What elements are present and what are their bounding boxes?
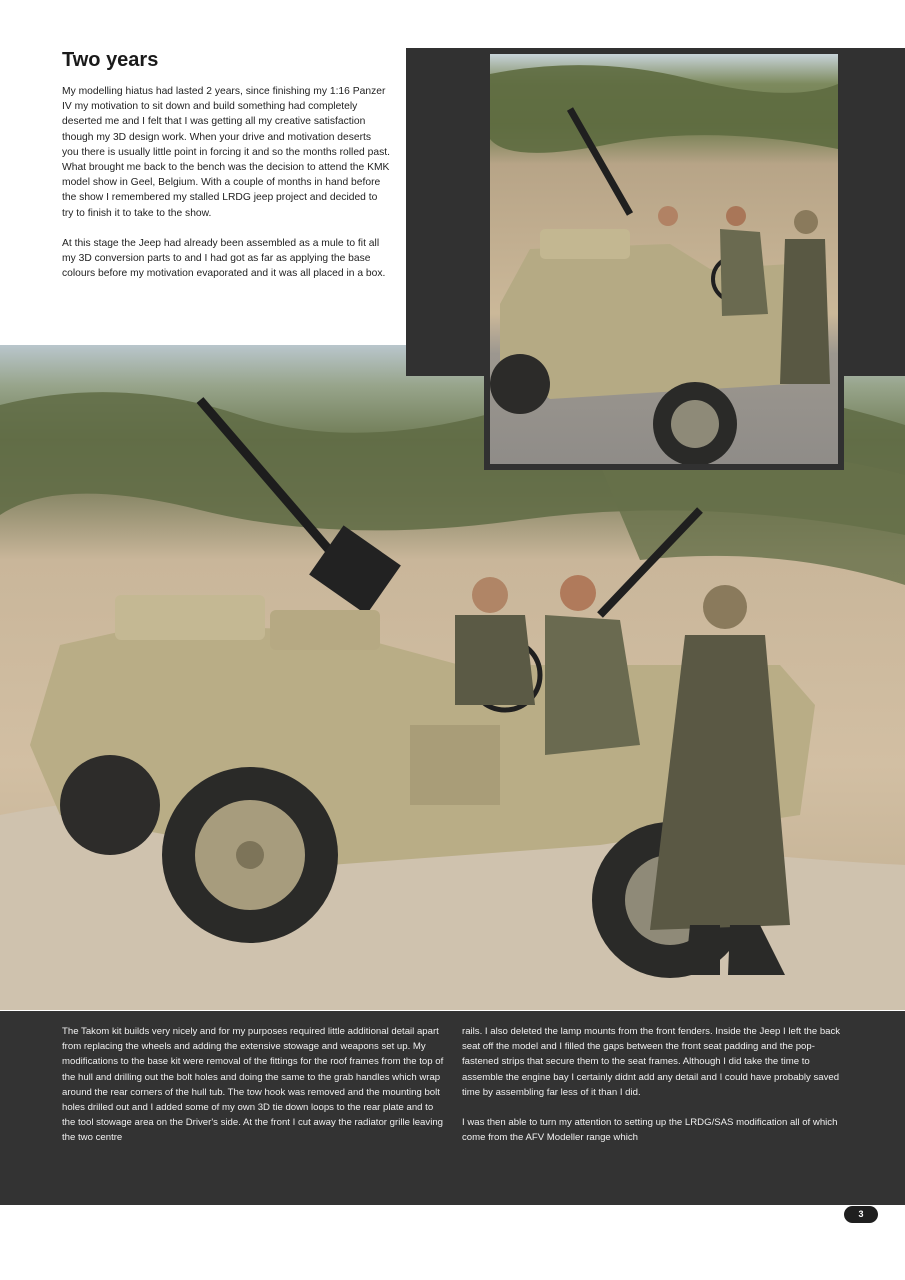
body-column-right bbox=[462, 1024, 844, 1160]
inset-photo-jeep bbox=[490, 54, 838, 464]
body-paragraph: The Takom kit builds very nicely and for my purposes required little additional detail apart from replacing the wheels and adding the extensive stowage and weapons set up. My modifications to the base kit were removal of the fittings for the roof frames from the top of the hull and drilling out the bolt holes and doing the same to the grab handles which wrap around the rear corners of the hull tub. The tow hook was removed and the mounting bolt holes drilled out and I added some of my own 3D tie down loops to the rear plate and to the tool stowage area on the Driver's side. At the front I cut away the radiator grille leaving the two centre bbox=[62, 1026, 444, 1144]
intro-paragraph: At this stage the Jeep had already been assembled as a mule to fit all my 3D conversion parts to and I had got as far as applying the base colours before my motivation evaporated and it was all placed in a box. bbox=[62, 237, 386, 280]
body-paragraph: rails. I also deleted the lamp mounts from the front fenders. Inside the Jeep I left the back seat off the model and I filled the gaps between the front seat padding and the pop-fastened strips that secure them to the seat frames. Although I did take the time to assemble the engine bay I certainly didnt add any detail and I could have probably saved time by assembling far less of it than I did. bbox=[462, 1026, 841, 1098]
article-heading: Two years bbox=[62, 49, 159, 71]
intro-text-block bbox=[62, 48, 390, 296]
page-number-badge: 3 bbox=[844, 1206, 878, 1223]
intro-paragraph: My modelling hiatus had lasted 2 years, since finishing my 1:16 Panzer IV my motivation to sit down and build something had completely deserted me and I felt that I was getting all my creative satisfaction though my 3D design work. When your drive and motivation deserts you there is usually little point in forcing it and so the months rolled past. What brought me back to the bench was the decision to attend the KMK model show in Geel, Belgium. With a couple of months in hand before the show I remembered my stalled LRDG jeep project and decided to try to finish it to take to the show. bbox=[62, 86, 390, 219]
body-paragraph: I was then able to turn my attention to setting up the LRDG/SAS modification all of which come from the AFV Modeller range which bbox=[462, 1117, 838, 1144]
body-column-left bbox=[62, 1024, 444, 1161]
